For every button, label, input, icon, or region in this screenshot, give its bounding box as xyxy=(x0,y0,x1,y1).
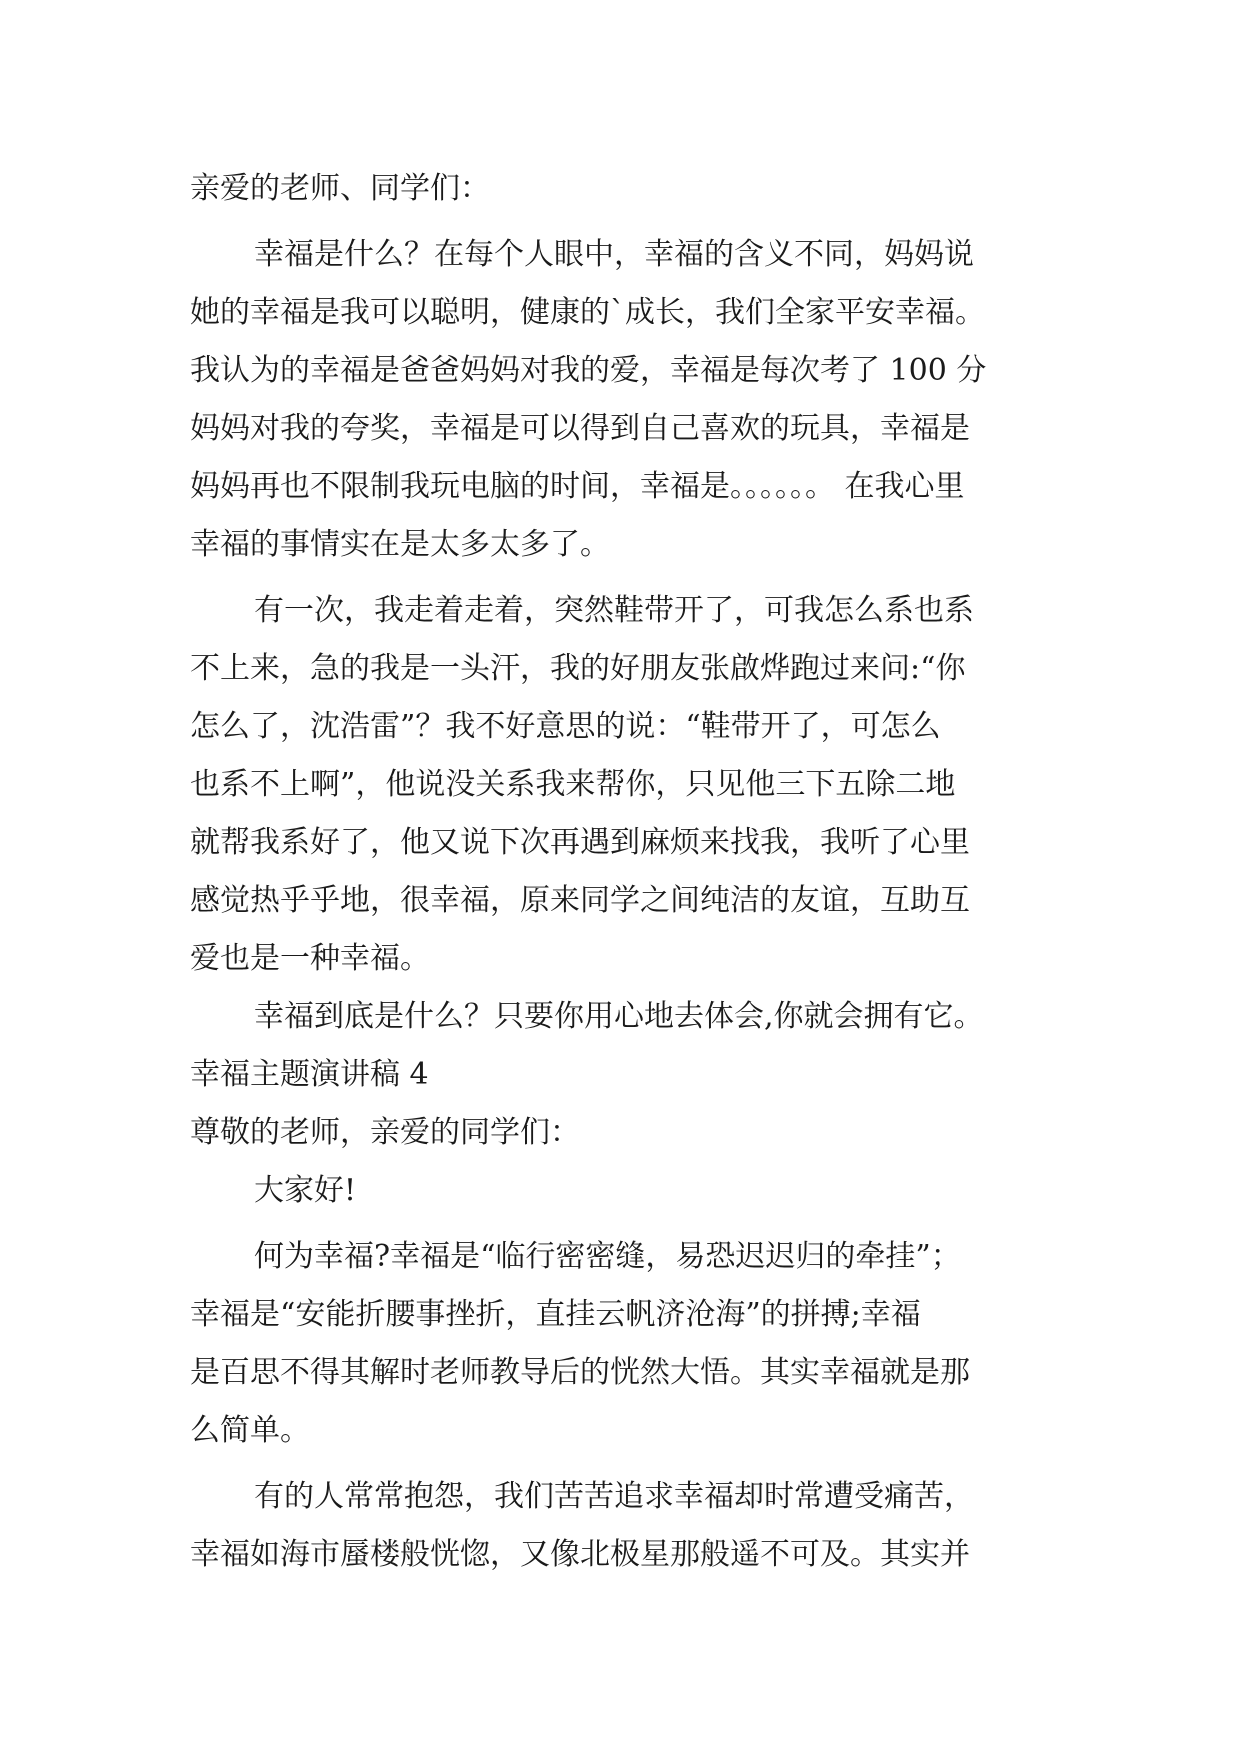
paragraph-line: 妈妈再也不限制我玩电脑的时间，幸福是。。。。。。 在我心里 xyxy=(190,469,965,504)
paragraph-line: 感觉热乎乎地，很幸福，原来同学之间纯洁的友谊，互助互 xyxy=(190,883,970,918)
paragraph-2 xyxy=(190,582,1050,988)
paragraph-line: 幸福是什么？在每个人眼中，幸福的含义不同，妈妈说 xyxy=(254,237,974,272)
paragraph-line: 幸福如海市蜃楼般恍惚，又像北极星那般遥不可及。其实并 xyxy=(190,1537,970,1572)
paragraph-line: 也系不上啊”，他说没关系我来帮你，只见他三下五除二地 xyxy=(190,767,956,802)
paragraph-line: 是百思不得其解时老师教导后的恍然大悟。其实幸福就是那 xyxy=(190,1355,970,1390)
paragraph-5 xyxy=(190,1468,1050,1584)
paragraph-line: 幸福是“安能折腰事挫折，直挂云帆济沧海”的拼搏;幸福 xyxy=(190,1297,921,1332)
document-body xyxy=(190,160,1050,1584)
paragraph-line: 不上来，急的我是一头汗，我的好朋友张啟烨跑过来问:“你 xyxy=(190,651,966,686)
paragraph-line: 我认为的幸福是爸爸妈妈对我的爱，幸福是每次考了 100 分 xyxy=(190,353,987,388)
paragraph-4 xyxy=(190,1228,1050,1460)
salutation: 亲爱的老师、同学们： xyxy=(190,171,490,206)
section-heading: 幸福主题演讲稿 4 xyxy=(190,1057,429,1092)
paragraph-line: 怎么了，沈浩雷”？我不好意思的说：“鞋带开了，可怎么 xyxy=(190,709,941,744)
paragraph-line: 何为幸福?幸福是“临行密密缝，易恐迟迟归的牵挂”； xyxy=(254,1239,961,1274)
paragraph-line: 么简单。 xyxy=(190,1413,310,1448)
salutation: 尊敬的老师，亲爱的同学们： xyxy=(190,1115,580,1150)
paragraph-line: 她的幸福是我可以聪明，健康的`成长，我们全家平安幸福。 xyxy=(190,295,985,330)
paragraph-line: 就帮我系好了，他又说下次再遇到麻烦来找我，我听了心里 xyxy=(190,825,970,860)
paragraph-line: 妈妈对我的夸奖，幸福是可以得到自己喜欢的玩具，幸福是 xyxy=(190,411,970,446)
paragraph-1 xyxy=(190,226,1050,574)
paragraph-line: 幸福的事情实在是太多太多了。 xyxy=(190,527,610,562)
paragraph-line: 爱也是一种幸福。 xyxy=(190,941,430,976)
greeting-paragraph xyxy=(190,1162,1050,1220)
paragraph-line: 有一次，我走着走着，突然鞋带开了，可我怎么系也系 xyxy=(254,593,974,628)
paragraph-line: 有的人常常抱怨，我们苦苦追求幸福却时常遭受痛苦， xyxy=(254,1479,974,1514)
paragraph-3 xyxy=(190,988,1050,1046)
paragraph-line: 大家好! xyxy=(254,1173,357,1208)
paragraph-line: 幸福到底是什么？只要你用心地去体会,你就会拥有它。 xyxy=(254,999,984,1034)
